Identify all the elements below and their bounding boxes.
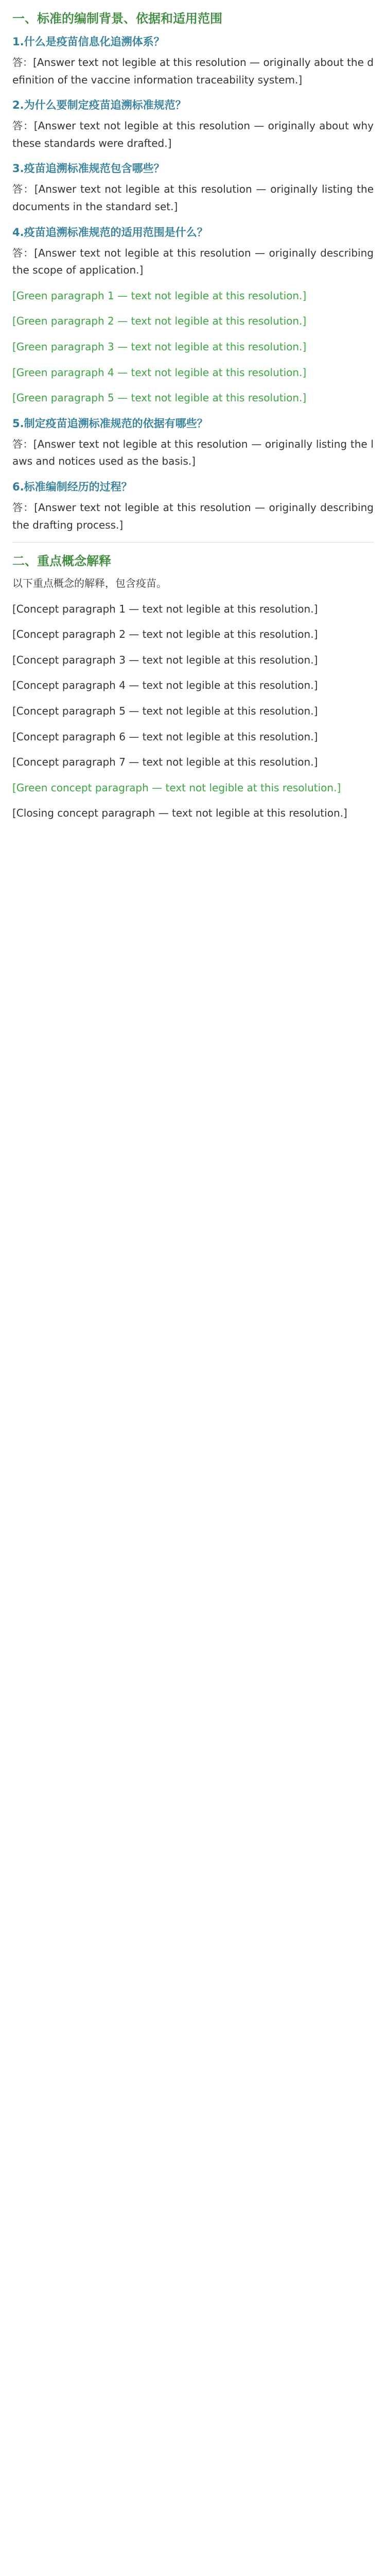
section-2-intro: 以下重点概念的解释，包含疫苗。 bbox=[12, 577, 167, 590]
q6-answer: 答：[Answer text not legible at this resolution — originally describing the drafting process.] bbox=[12, 501, 374, 531]
q1-answer: 答：[Answer text not legible at this resolution — originally about the definition of the vaccine information traceability system.] bbox=[12, 56, 374, 86]
concept-green-paragraph: [Green concept paragraph — text not legible at this resolution.] bbox=[12, 781, 341, 794]
q3-heading: 3.疫苗追溯标准规范包含哪些？ bbox=[12, 162, 165, 175]
concept-paragraph: [Concept paragraph 7 — text not legible at this resolution.] bbox=[12, 756, 318, 769]
q2-answer: 答：[Answer text not legible at this resolution — originally about why these standards were drafted.] bbox=[12, 120, 374, 149]
q4-heading: 4.疫苗追溯标准规范的适用范围是什么？ bbox=[12, 226, 208, 239]
q5-heading: 5.制定疫苗追溯标准规范的依据有哪些？ bbox=[12, 417, 208, 430]
concept-last-paragraph: [Closing concept paragraph — text not legible at this resolution.] bbox=[12, 807, 347, 820]
concept-paragraph: [Concept paragraph 4 — text not legible at this resolution.] bbox=[12, 679, 318, 692]
concept-paragraph: [Concept paragraph 5 — text not legible at this resolution.] bbox=[12, 705, 318, 718]
q4-green-paragraph: [Green paragraph 5 — text not legible at this resolution.] bbox=[12, 392, 307, 404]
q2-heading: 2.为什么要制定疫苗追溯标准规范？ bbox=[12, 99, 186, 112]
concept-paragraph: [Concept paragraph 6 — text not legible at this resolution.] bbox=[12, 730, 318, 743]
q5-answer: 答：[Answer text not legible at this resolution — originally listing the laws and notices used as the basis.] bbox=[12, 437, 374, 468]
concept-paragraph: [Concept paragraph 1 — text not legible at this resolution.] bbox=[12, 602, 318, 615]
q4-green-paragraph: [Green paragraph 3 — text not legible at this resolution.] bbox=[12, 340, 307, 353]
section-1-title: 一、标准的编制背景、依据和适用范围 bbox=[12, 11, 222, 26]
q6-heading: 6.标准编制经历的过程？ bbox=[12, 480, 132, 493]
q4-green-paragraph: [Green paragraph 4 — text not legible at this resolution.] bbox=[12, 366, 307, 379]
q4-answer: 答：[Answer text not legible at this resolution — originally describing the scope of application.] bbox=[12, 246, 374, 277]
section-2-title: 二、重点概念解释 bbox=[12, 554, 111, 569]
q4-green-paragraph: [Green paragraph 2 — text not legible at this resolution.] bbox=[12, 315, 307, 328]
q1-heading: 1.什么是疫苗信息化追溯体系？ bbox=[12, 36, 165, 48]
concept-paragraph: [Concept paragraph 2 — text not legible at this resolution.] bbox=[12, 628, 318, 641]
q4-green-paragraph: [Green paragraph 1 — text not legible at this resolution.] bbox=[12, 289, 307, 302]
concept-paragraph: [Concept paragraph 3 — text not legible at this resolution.] bbox=[12, 653, 318, 666]
section-divider bbox=[12, 542, 374, 543]
q3-answer: 答：[Answer text not legible at this resolution — originally listing the documents in the standard set.] bbox=[12, 183, 374, 213]
